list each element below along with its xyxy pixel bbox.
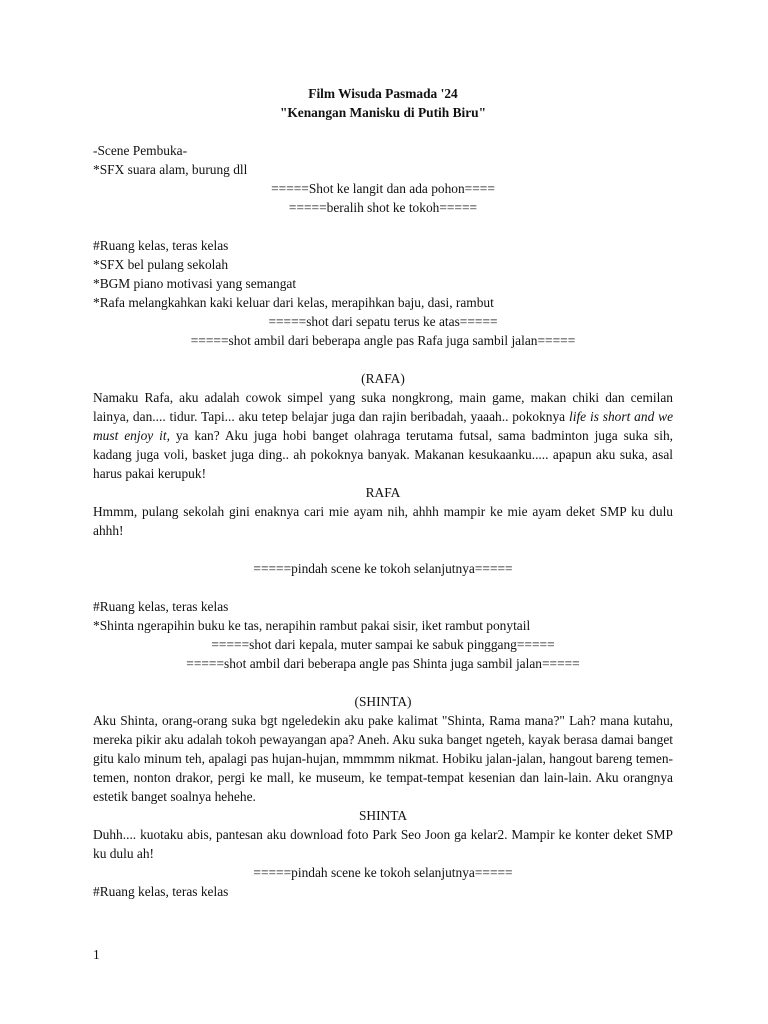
shinta-action: *Shinta ngerapihin buku ke tas, nerapihin rambut pakai sisir, iket rambut ponytail — [93, 618, 531, 633]
rafa-dialogue-heading: RAFA — [365, 485, 401, 500]
shinta-dialogue-heading: SHINTA — [358, 808, 408, 823]
shinta-location: #Ruang kelas, teras kelas — [93, 599, 229, 614]
rafa-transition: =====pindah scene ke tokoh selanjutnya===== — [253, 561, 513, 576]
rafa-shot-1: =====shot dari sepatu terus ke atas===== — [268, 314, 498, 329]
opening-scene-label: -Scene Pembuka- — [93, 143, 188, 158]
spacer — [93, 217, 673, 236]
opening-sfx: *SFX suara alam, burung dll — [93, 162, 248, 177]
opening-shot-1: =====Shot ke langit dan ada pohon==== — [271, 181, 495, 196]
rafa-shot-2: =====shot ambil dari beberapa angle pas Rafa juga sambil jalan===== — [190, 333, 576, 348]
rafa-dialogue: Hmmm, pulang sekolah gini enaknya cari mie ayam nih, ahhh mampir ke mie ayam deket SMP ku dulu ahhh! — [93, 504, 673, 538]
film-title: Film Wisuda Pasmada '24 — [308, 86, 458, 101]
next-location: #Ruang kelas, teras kelas — [93, 884, 229, 899]
shinta-dialogue: Duhh.... kuotaku abis, pantesan aku download foto Park Seo Joon ga kelar2. Mampir ke konter deket SMP ku dulu ah! — [93, 827, 673, 861]
spacer — [93, 578, 673, 597]
spacer — [93, 122, 673, 141]
script-page — [93, 84, 673, 901]
rafa-location: #Ruang kelas, teras kelas — [93, 238, 229, 253]
shinta-shot-1: =====shot dari kepala, muter sampai ke sabuk pinggang===== — [211, 637, 555, 652]
rafa-monologue — [93, 388, 673, 483]
page-number: 1 — [93, 947, 100, 962]
rafa-monologue-italic: life is short and we must enjoy it, — [93, 409, 674, 443]
opening-shot-2: =====beralih shot ke tokoh===== — [288, 200, 478, 215]
spacer — [93, 540, 673, 559]
shinta-vo-heading: (SHINTA) — [354, 694, 412, 709]
rafa-monologue-part-1: Namaku Rafa, aku adalah cowok simpel yang suka nongkrong, main game, makan chiki dan cemilan lainya, dan.... tidur. Tapi... aku tetep belajar juga dan rajin beribadah, yaaah.. pokoknya — [93, 390, 673, 424]
spacer — [93, 350, 673, 369]
spacer — [93, 673, 673, 692]
film-subtitle: "Kenangan Manisku di Putih Biru" — [279, 105, 487, 120]
rafa-sfx: *SFX bel pulang sekolah — [93, 257, 229, 272]
rafa-action: *Rafa melangkahkan kaki keluar dari kelas, merapihkan baju, dasi, rambut — [93, 295, 494, 310]
shinta-transition: =====pindah scene ke tokoh selanjutnya===== — [253, 865, 513, 880]
shinta-shot-2: =====shot ambil dari beberapa angle pas Shinta juga sambil jalan===== — [186, 656, 580, 671]
rafa-vo-heading: (RAFA) — [361, 371, 405, 386]
rafa-bgm: *BGM piano motivasi yang semangat — [93, 276, 297, 291]
rafa-monologue-part-2: ya kan? Aku juga hobi banget olahraga terutama futsal, sama badminton juga suka sih, kadang juga voli, basket juga ding.. ah pokoknya banyak. Makanan kesukaanku..... apapun aku suka, asal harus pakai kerupuk! — [93, 428, 674, 481]
shinta-monologue: Aku Shinta, orang-orang suka bgt ngeledekin aku pake kalimat "Shinta, Rama mana?" Lah? mana kutahu, mereka pikir aku adalah tokoh pewayangan apa? Aneh. Aku suka banget ngeteh, kayak berasa damai banget gitu kalo minum teh, apalagi pas hujan-hujan, mmmmm nikmat. Hobiku jalan-jalan, hangout bareng temen-temen, nonton drakor, pergi ke mall, ke museum, ke tempat-tempat kesenian dan lain-lain. Aku orangnya estetik banget soalnya hehehe. — [93, 713, 673, 804]
